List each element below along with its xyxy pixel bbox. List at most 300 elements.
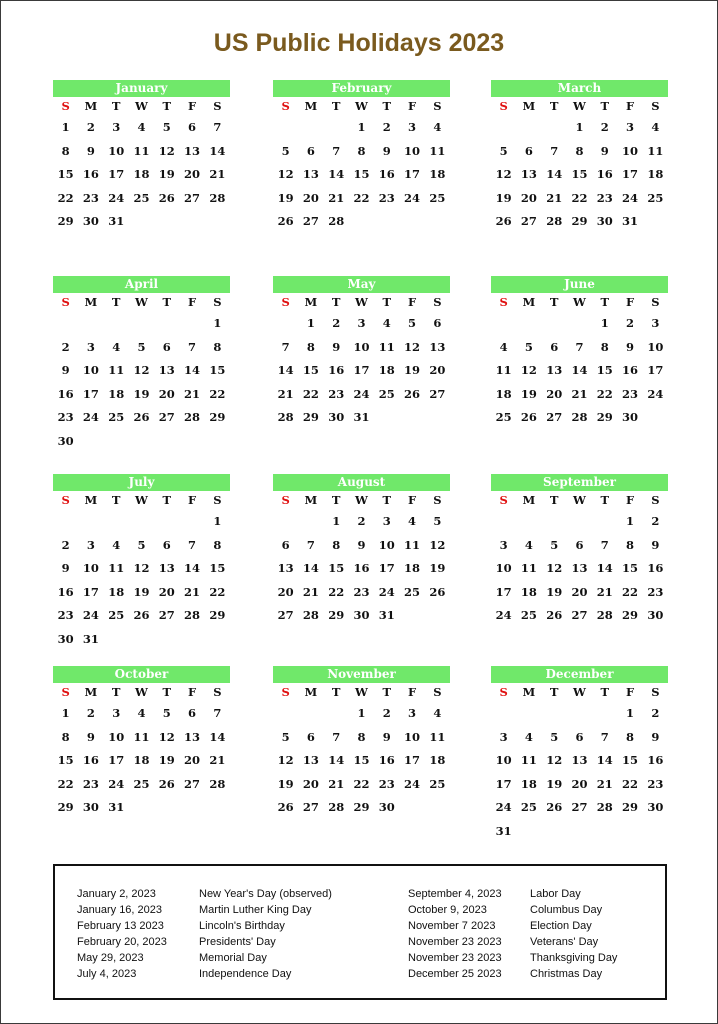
empty-cell — [516, 116, 541, 140]
weekday-label: S — [651, 685, 660, 699]
day-cell: 18 — [404, 561, 421, 576]
day-cell: 23 — [82, 776, 99, 791]
day-cell: 23 — [596, 190, 613, 205]
day-cell: 8 — [332, 537, 341, 552]
day-cell: 9 — [626, 339, 635, 354]
day-cell: 2 — [651, 706, 660, 720]
day-cell: 17 — [82, 386, 99, 401]
day-cell: 6 — [188, 120, 197, 134]
day-cell: 7 — [188, 339, 197, 354]
weekday-label: M — [522, 295, 536, 309]
weekday-label: T — [600, 295, 610, 309]
day-cell: 19 — [133, 386, 150, 401]
holiday-date: November 7 2023 — [408, 920, 496, 932]
month-february — [273, 80, 450, 234]
day-cell: 25 — [133, 776, 150, 791]
weekday-label: F — [407, 685, 417, 699]
day-cell: 9 — [382, 729, 391, 744]
day-cell: 21 — [277, 386, 294, 401]
day-cell: 1 — [357, 120, 366, 134]
weekday-label: T — [162, 493, 172, 507]
day-cell: 13 — [184, 143, 201, 158]
weekday-label: M — [522, 493, 536, 507]
day-cell: 1 — [626, 706, 635, 720]
day-cell: 26 — [158, 190, 175, 205]
holiday-date: January 2, 2023 — [77, 888, 156, 900]
day-cell: 24 — [404, 776, 421, 791]
day-cell: 15 — [353, 753, 370, 768]
day-cell: 6 — [575, 537, 584, 552]
holiday-name: Lincoln's Birthday — [199, 920, 285, 932]
day-cell: 1 — [575, 120, 584, 134]
day-grid — [491, 97, 668, 234]
day-cell: 23 — [378, 776, 395, 791]
holiday-names-left — [199, 886, 332, 982]
day-cell: 21 — [302, 584, 319, 599]
holiday-name: Independence Day — [199, 968, 292, 980]
day-grid — [273, 293, 450, 430]
day-cell: 8 — [61, 729, 70, 744]
day-cell: 31 — [353, 410, 370, 425]
day-cell: 26 — [404, 386, 421, 401]
weekday-label: T — [331, 685, 341, 699]
month-name: July — [53, 474, 230, 491]
day-cell: 12 — [429, 537, 446, 552]
day-cell: 27 — [429, 386, 446, 401]
empty-cell — [567, 702, 592, 726]
day-cell: 21 — [596, 776, 613, 791]
day-cell: 15 — [57, 753, 74, 768]
day-cell: 17 — [378, 561, 395, 576]
day-cell: 13 — [277, 561, 294, 576]
month-september — [491, 474, 668, 628]
weekday-label: T — [162, 295, 172, 309]
day-cell: 21 — [184, 584, 201, 599]
weekday-label: S — [61, 295, 70, 309]
day-cell: 24 — [378, 584, 395, 599]
day-cell: 13 — [571, 561, 588, 576]
holiday-name: Christmas Day — [530, 968, 603, 980]
day-cell: 12 — [546, 561, 563, 576]
day-cell: 17 — [495, 776, 512, 791]
day-cell: 2 — [357, 514, 366, 528]
day-cell: 9 — [651, 729, 660, 744]
day-cell: 16 — [82, 167, 99, 182]
day-cell: 31 — [378, 608, 395, 623]
empty-cell — [104, 510, 129, 534]
day-cell: 8 — [213, 537, 222, 552]
weekday-label: M — [84, 493, 98, 507]
day-cell: 4 — [433, 120, 442, 134]
day-cell: 26 — [158, 776, 175, 791]
day-cell: 3 — [408, 120, 417, 134]
empty-cell — [491, 510, 516, 534]
day-grid — [491, 683, 668, 844]
weekday-label: T — [382, 493, 392, 507]
weekday-label: T — [331, 295, 341, 309]
holiday-name: Thanksgiving Day — [530, 952, 618, 964]
day-cell: 17 — [404, 167, 421, 182]
day-cell: 10 — [82, 363, 99, 378]
month-name: February — [273, 80, 450, 97]
day-cell: 12 — [133, 363, 150, 378]
day-grid — [53, 683, 230, 820]
holiday-name: Election Day — [530, 920, 592, 932]
day-cell: 30 — [82, 214, 99, 229]
day-cell: 28 — [546, 214, 563, 229]
day-cell: 21 — [184, 386, 201, 401]
day-cell: 16 — [647, 753, 664, 768]
day-cell: 26 — [429, 584, 446, 599]
day-cell: 28 — [571, 410, 588, 425]
day-cell: 10 — [378, 537, 395, 552]
day-cell: 12 — [520, 363, 537, 378]
weekday-label: W — [135, 295, 148, 309]
weekday-label: T — [549, 295, 559, 309]
day-cell: 2 — [61, 339, 70, 354]
day-cell: 10 — [108, 143, 125, 158]
day-cell: 31 — [108, 800, 125, 815]
day-cell: 20 — [184, 167, 201, 182]
day-cell: 27 — [520, 214, 537, 229]
day-cell: 7 — [213, 706, 222, 720]
holiday-dates-left — [77, 886, 167, 982]
day-cell: 9 — [651, 537, 660, 552]
day-cell: 7 — [332, 729, 341, 744]
day-cell: 22 — [57, 776, 74, 791]
day-cell: 11 — [133, 143, 150, 158]
day-cell: 24 — [495, 608, 512, 623]
day-cell: 14 — [277, 363, 294, 378]
day-grid — [273, 491, 450, 628]
day-cell: 13 — [429, 339, 446, 354]
day-cell: 8 — [575, 143, 584, 158]
day-cell: 1 — [61, 120, 70, 134]
weekday-label: F — [625, 685, 635, 699]
empty-cell — [273, 510, 298, 534]
day-cell: 25 — [520, 800, 537, 815]
day-cell: 12 — [133, 561, 150, 576]
weekday-label: M — [304, 493, 318, 507]
day-cell: 23 — [82, 190, 99, 205]
day-cell: 5 — [137, 537, 146, 552]
day-cell: 18 — [133, 167, 150, 182]
month-june — [491, 276, 668, 430]
day-cell: 8 — [626, 537, 635, 552]
day-cell: 28 — [277, 410, 294, 425]
weekday-label: M — [522, 99, 536, 113]
day-cell: 6 — [524, 143, 533, 158]
page-title: US Public Holidays 2023 — [213, 29, 505, 57]
day-cell: 10 — [353, 339, 370, 354]
day-cell: 2 — [61, 537, 70, 552]
day-cell: 22 — [353, 776, 370, 791]
day-cell: 14 — [546, 167, 563, 182]
day-cell: 28 — [184, 608, 201, 623]
month-name: May — [273, 276, 450, 293]
day-cell: 14 — [328, 753, 345, 768]
day-cell: 2 — [626, 316, 635, 330]
month-january — [53, 80, 230, 234]
day-grid — [53, 491, 230, 652]
holiday-name: Martin Luther King Day — [199, 904, 312, 916]
day-cell: 4 — [433, 706, 442, 720]
day-cell: 23 — [328, 386, 345, 401]
day-cell: 14 — [184, 561, 201, 576]
day-cell: 1 — [61, 706, 70, 720]
day-cell: 26 — [495, 214, 512, 229]
day-cell: 7 — [332, 143, 341, 158]
day-cell: 12 — [158, 729, 175, 744]
weekday-label: W — [355, 295, 368, 309]
day-grid — [491, 491, 668, 628]
day-cell: 3 — [499, 729, 508, 744]
weekday-label: T — [600, 493, 610, 507]
day-cell: 4 — [408, 514, 417, 528]
day-cell: 26 — [133, 410, 150, 425]
day-cell: 2 — [382, 706, 391, 720]
day-cell: 30 — [57, 433, 74, 448]
weekday-label: T — [111, 493, 121, 507]
day-cell: 22 — [302, 386, 319, 401]
day-cell: 16 — [328, 363, 345, 378]
day-cell: 29 — [622, 608, 639, 623]
weekday-label: W — [135, 99, 148, 113]
empty-cell — [78, 312, 103, 336]
day-cell: 7 — [213, 120, 222, 134]
day-cell: 6 — [575, 729, 584, 744]
day-cell: 20 — [158, 386, 175, 401]
day-cell: 27 — [158, 410, 175, 425]
day-cell: 8 — [357, 143, 366, 158]
day-cell: 1 — [600, 316, 609, 330]
day-cell: 14 — [209, 143, 226, 158]
empty-cell — [129, 312, 154, 336]
weekday-label: F — [625, 295, 635, 309]
day-cell: 12 — [277, 167, 294, 182]
holiday-name: Veterans' Day — [530, 936, 599, 948]
day-cell: 20 — [277, 584, 294, 599]
day-cell: 18 — [378, 363, 395, 378]
day-cell: 5 — [524, 339, 533, 354]
day-cell: 30 — [647, 608, 664, 623]
day-cell: 12 — [495, 167, 512, 182]
day-cell: 31 — [108, 214, 125, 229]
holiday-names-right — [530, 886, 617, 982]
weekday-label: W — [355, 99, 368, 113]
day-cell: 22 — [353, 190, 370, 205]
day-cell: 2 — [651, 514, 660, 528]
day-cell: 26 — [277, 800, 294, 815]
day-cell: 9 — [86, 729, 95, 744]
day-cell: 19 — [404, 363, 421, 378]
day-cell: 23 — [57, 608, 74, 623]
month-may — [273, 276, 450, 430]
day-cell: 27 — [302, 214, 319, 229]
weekday-label: W — [573, 295, 586, 309]
weekday-label: M — [84, 295, 98, 309]
day-cell: 30 — [378, 800, 395, 815]
day-cell: 23 — [353, 584, 370, 599]
empty-cell — [516, 510, 541, 534]
weekday-label: S — [281, 295, 290, 309]
day-cell: 22 — [209, 584, 226, 599]
day-cell: 9 — [382, 143, 391, 158]
weekday-label: M — [522, 685, 536, 699]
day-cell: 29 — [622, 800, 639, 815]
empty-cell — [542, 312, 567, 336]
day-cell: 22 — [622, 584, 639, 599]
empty-cell — [516, 312, 541, 336]
day-cell: 13 — [546, 363, 563, 378]
day-cell: 29 — [209, 608, 226, 623]
empty-cell — [567, 510, 592, 534]
day-cell: 1 — [332, 514, 341, 528]
holiday-name: Columbus Day — [530, 904, 603, 916]
day-cell: 22 — [596, 386, 613, 401]
day-cell: 25 — [429, 776, 446, 791]
weekday-label: S — [281, 493, 290, 507]
weekday-label: T — [162, 99, 172, 113]
weekday-label: M — [304, 99, 318, 113]
day-cell: 18 — [429, 167, 446, 182]
day-cell: 13 — [302, 167, 319, 182]
day-cell: 26 — [277, 214, 294, 229]
day-cell: 30 — [328, 410, 345, 425]
day-cell: 12 — [277, 753, 294, 768]
day-cell: 9 — [61, 561, 70, 576]
weekday-label: F — [187, 295, 197, 309]
empty-cell — [179, 312, 204, 336]
day-cell: 31 — [495, 823, 512, 838]
day-cell: 16 — [57, 386, 74, 401]
weekday-label: W — [355, 685, 368, 699]
weekday-label: S — [499, 685, 508, 699]
weekday-label: S — [281, 99, 290, 113]
day-cell: 29 — [302, 410, 319, 425]
day-cell: 17 — [108, 753, 125, 768]
holiday-date: October 9, 2023 — [408, 904, 487, 916]
day-cell: 27 — [546, 410, 563, 425]
day-cell: 6 — [281, 537, 290, 552]
empty-cell — [592, 510, 617, 534]
day-grid — [53, 293, 230, 454]
day-cell: 24 — [353, 386, 370, 401]
day-cell: 29 — [57, 800, 74, 815]
empty-cell — [273, 312, 298, 336]
day-cell: 15 — [571, 167, 588, 182]
day-cell: 28 — [184, 410, 201, 425]
day-cell: 4 — [524, 537, 533, 552]
day-cell: 22 — [209, 386, 226, 401]
weekday-label: S — [433, 493, 442, 507]
day-cell: 10 — [647, 339, 664, 354]
day-cell: 14 — [596, 561, 613, 576]
day-cell: 4 — [112, 537, 121, 552]
empty-cell — [154, 510, 179, 534]
day-cell: 5 — [281, 143, 290, 158]
day-cell: 1 — [213, 316, 222, 330]
holiday-date: January 16, 2023 — [77, 904, 163, 916]
month-august — [273, 474, 450, 628]
day-cell: 6 — [188, 706, 197, 720]
weekday-label: S — [61, 493, 70, 507]
day-cell: 23 — [647, 776, 664, 791]
month-name: August — [273, 474, 450, 491]
day-cell: 20 — [302, 190, 319, 205]
day-cell: 14 — [328, 167, 345, 182]
day-cell: 21 — [328, 776, 345, 791]
weekday-label: T — [600, 685, 610, 699]
day-cell: 29 — [571, 214, 588, 229]
weekday-label: S — [651, 493, 660, 507]
day-cell: 1 — [213, 514, 222, 528]
day-cell: 2 — [86, 120, 95, 134]
day-cell: 27 — [302, 800, 319, 815]
holiday-date: November 23 2023 — [408, 936, 502, 948]
day-cell: 11 — [429, 729, 446, 744]
day-cell: 21 — [546, 190, 563, 205]
weekday-label: T — [382, 99, 392, 113]
day-cell: 23 — [622, 386, 639, 401]
day-cell: 7 — [600, 537, 609, 552]
weekday-label: T — [111, 295, 121, 309]
day-cell: 15 — [622, 561, 639, 576]
weekday-label: T — [549, 685, 559, 699]
empty-cell — [491, 116, 516, 140]
day-cell: 6 — [162, 537, 171, 552]
day-cell: 20 — [571, 584, 588, 599]
day-cell: 5 — [408, 316, 417, 330]
empty-cell — [273, 702, 298, 726]
day-grid — [273, 97, 450, 234]
empty-cell — [542, 702, 567, 726]
month-name: June — [491, 276, 668, 293]
day-cell: 30 — [353, 608, 370, 623]
day-cell: 24 — [108, 776, 125, 791]
day-cell: 25 — [495, 410, 512, 425]
day-cell: 3 — [499, 537, 508, 552]
day-cell: 16 — [57, 584, 74, 599]
day-grid — [273, 683, 450, 820]
day-cell: 8 — [61, 143, 70, 158]
day-cell: 5 — [281, 729, 290, 744]
weekday-label: W — [573, 493, 586, 507]
day-cell: 30 — [82, 800, 99, 815]
weekday-label: S — [213, 685, 222, 699]
holiday-date: July 4, 2023 — [77, 968, 137, 980]
day-cell: 19 — [158, 167, 175, 182]
day-cell: 13 — [184, 729, 201, 744]
day-cell: 19 — [158, 753, 175, 768]
day-cell: 3 — [626, 120, 635, 134]
weekday-label: S — [651, 295, 660, 309]
weekday-label: F — [625, 493, 635, 507]
day-cell: 5 — [550, 729, 559, 744]
weekday-label: F — [407, 493, 417, 507]
day-cell: 15 — [622, 753, 639, 768]
day-grid — [53, 97, 230, 234]
day-cell: 21 — [328, 190, 345, 205]
day-cell: 27 — [158, 608, 175, 623]
day-cell: 8 — [357, 729, 366, 744]
day-cell: 11 — [429, 143, 446, 158]
day-cell: 25 — [108, 410, 125, 425]
weekday-label: T — [331, 99, 341, 113]
day-cell: 15 — [209, 363, 226, 378]
weekday-label: M — [304, 295, 318, 309]
month-october — [53, 666, 230, 820]
